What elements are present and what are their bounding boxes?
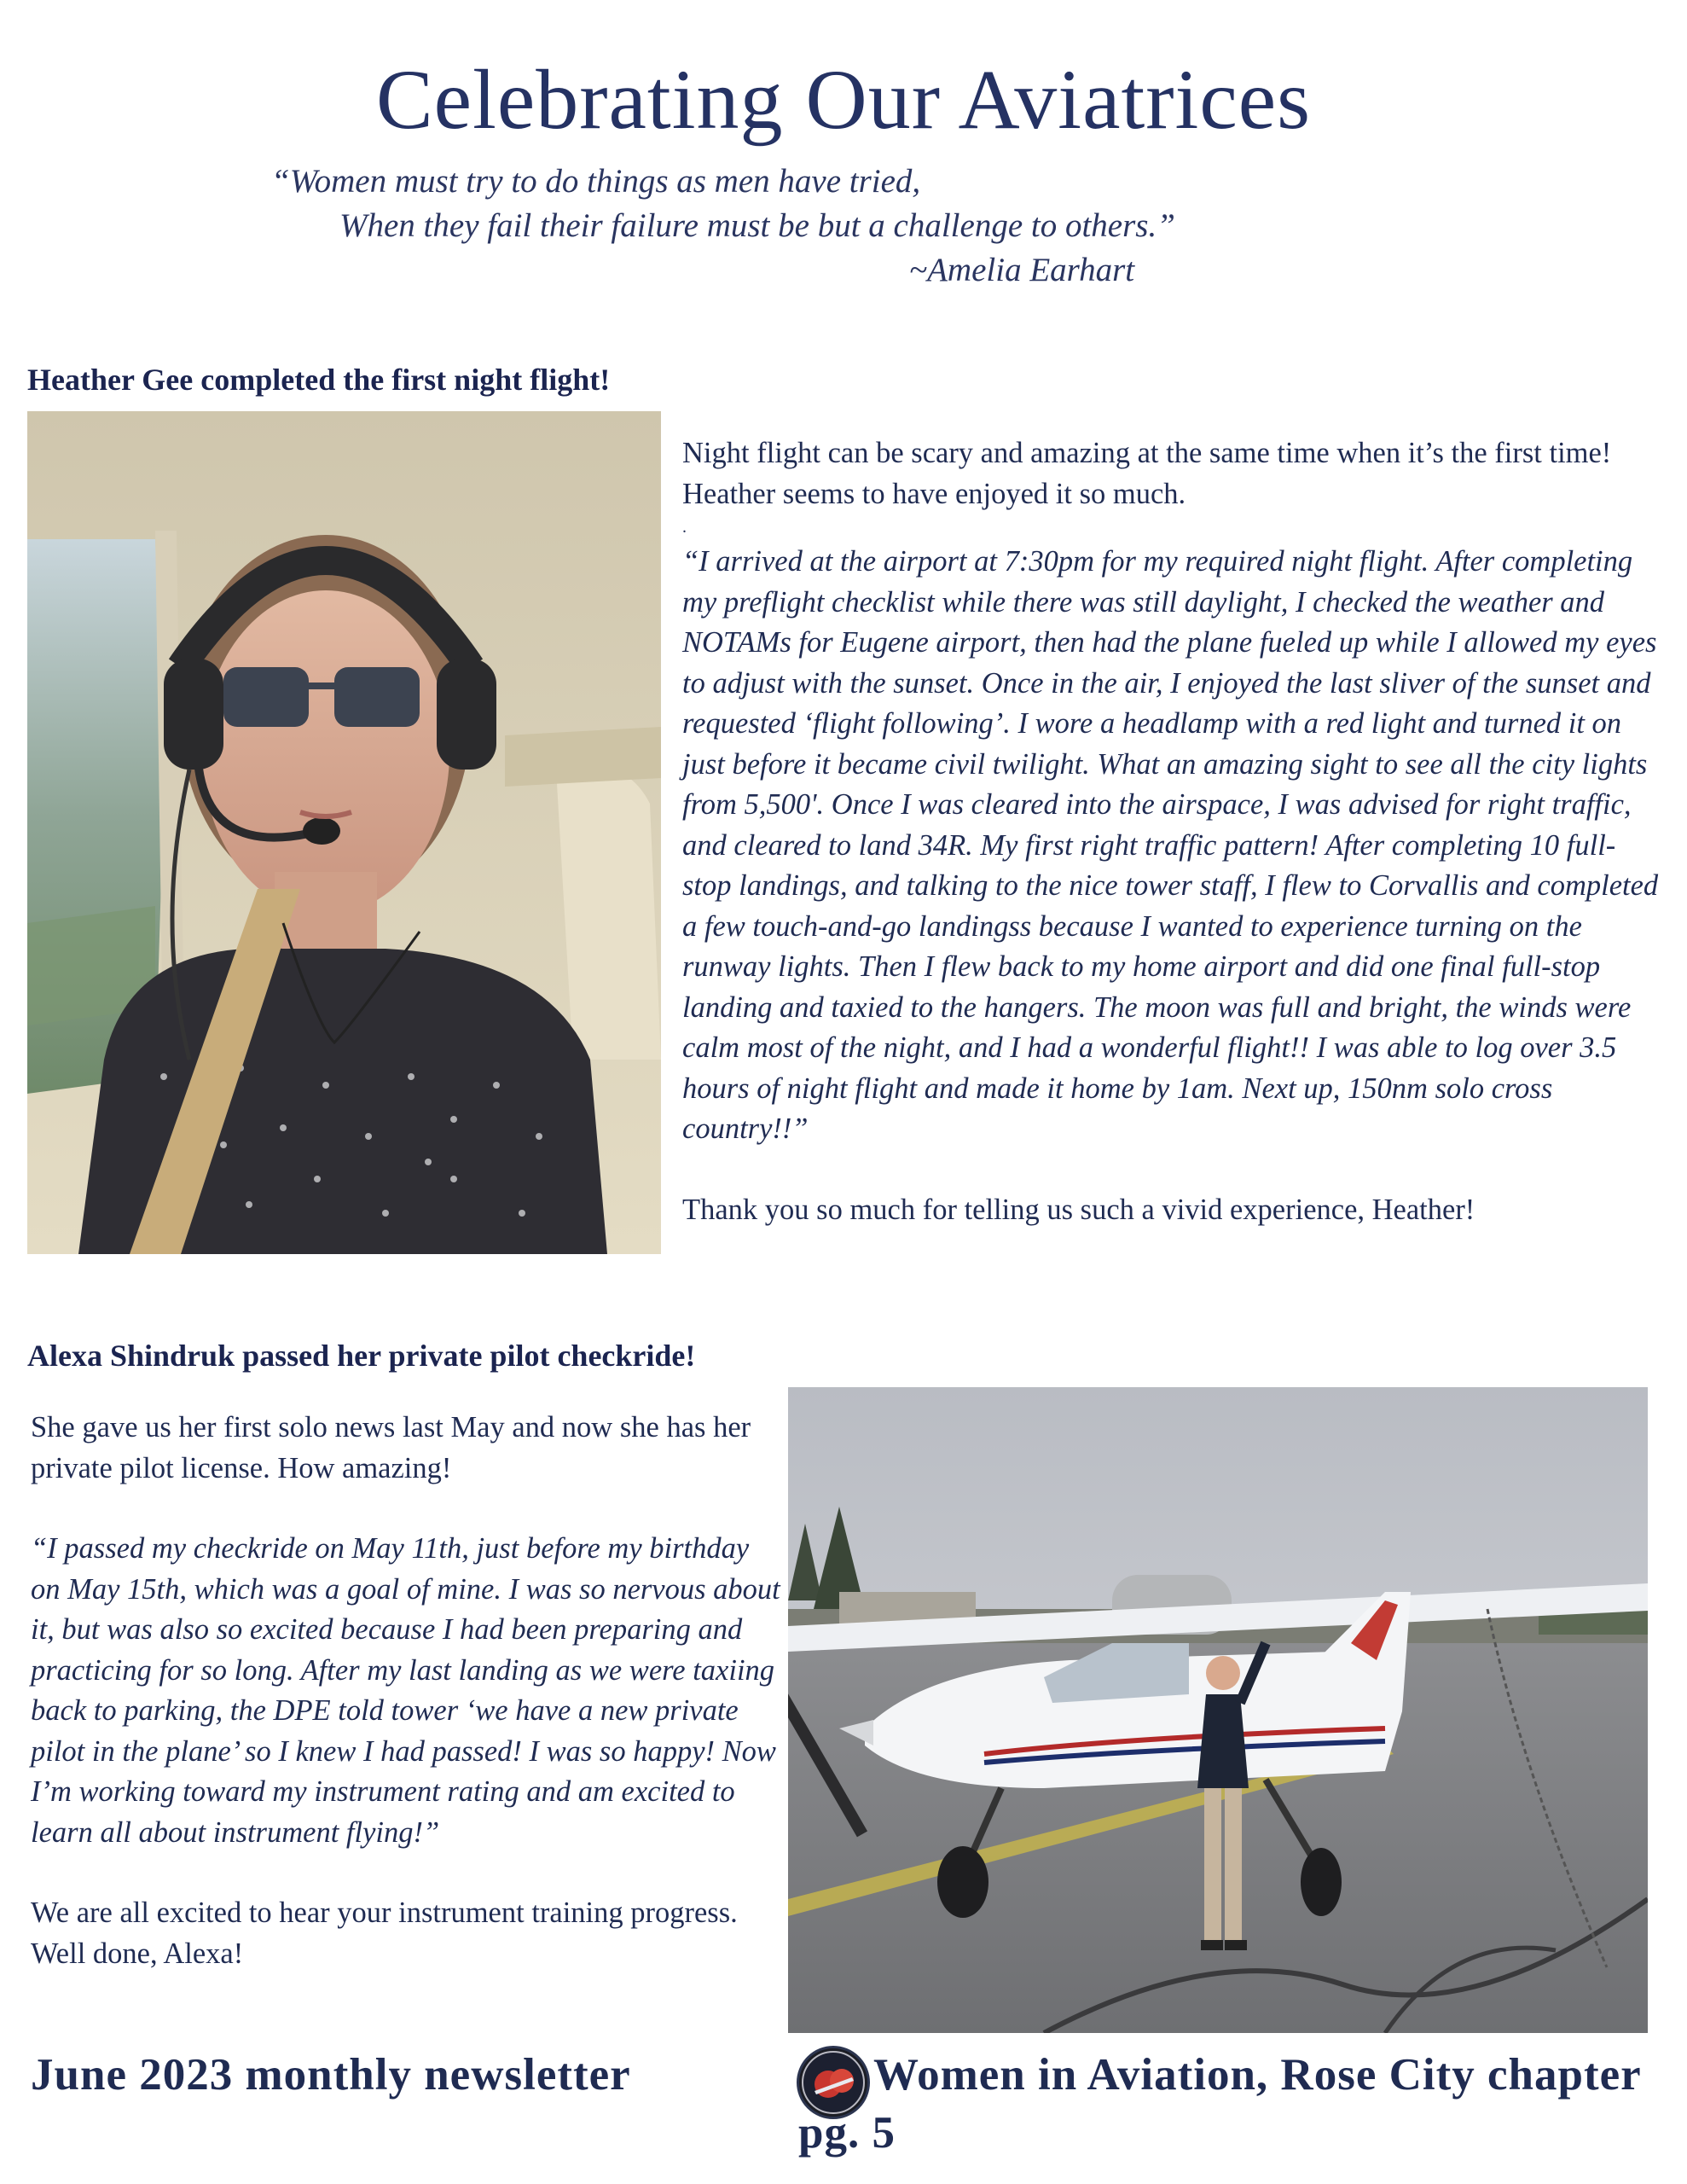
section2-heading: Alexa Shindruk passed her private pilot checkride! [27,1339,696,1373]
section1-dot: . [682,518,687,537]
footer-chapter: Women in Aviation, Rose City chapter [873,2050,1642,2100]
page-number: pg. 5 [798,2108,896,2158]
quote-line-1: “Women must try to do things as men have tried, [271,163,921,200]
section1-quote: “I arrived at the airport at 7:30pm for my required night flight. After completing my preflight checklist while there was still daylight, I checked the weather and NOTAMs for Eugene airport, then had the plane fueled up while I allowed my eyes to adjust with the sunset. Once in the air, I enjoyed the last sliver of the sunset and requested ‘flight following’. I wore a headlamp with a red light and turned it on just before it became civil twilight. What an amazing sight to see all the city lights from 5,500'. Once I was cleared into the airspace, I was advised for right traffic, and cleared to land 34R. My first right traffic pattern! After completing 10 full-stop landings, and talking to the nice tower staff, I flew to Corvallis and completed a few touch-and-go landingss because I wanted to experience turning on the runway lights. Then I flew back to my home airport and did one final full-stop landing and taxied to the hangers. The moon was full and bright, the winds were calm most of the night, and I had a wonderful flight!! I was able to log over 3.5 hours of night flight and made it home by 1am. Next up, 150nm solo cross country!!” [682,545,1659,1145]
page-title: Celebrating Our Aviatrices [375,52,1312,147]
section1-text [682,433,1663,1230]
section2-quote: “I passed my checkride on May 11th, just before my birthday on May 15th, which was a goal of mine. I was so nervous about it, but was also so excited because I had been preparing and practicing for so long. After my last landing as we were taxiing back to parking, the DPE told tower ‘we have a new private pilot in the plane’ so I knew I had passed! I was so happy! Now I’m working toward my instrument rating and am excited to learn all about instrument flying!” [31,1532,780,1849]
quote-line-2: When they fail their failure must be but a challenge to others.” [339,207,1175,244]
section2-text [31,1408,781,1974]
alexa-plane-photo [788,1387,1648,2033]
footer-newsletter: June 2023 monthly newsletter [31,2050,631,2100]
section2-intro: She gave us her first solo news last May and now she has her private pilot license. How amazing! [31,1411,751,1484]
section1-intro: Night flight can be scary and amazing at the same time when it’s the first time! Heather seems to have enjoyed it so much. [682,437,1612,510]
section1-closing: Thank you so much for telling us such a vivid experience, Heather! [682,1193,1475,1226]
section1-heading: Heather Gee completed the first night flight! [27,363,611,397]
section2-closing: We are all excited to hear your instrument training progress. Well done, Alexa! [31,1896,738,1970]
quote-attribution: ~Amelia Earhart [909,252,1135,288]
heather-cockpit-photo [27,411,661,1254]
